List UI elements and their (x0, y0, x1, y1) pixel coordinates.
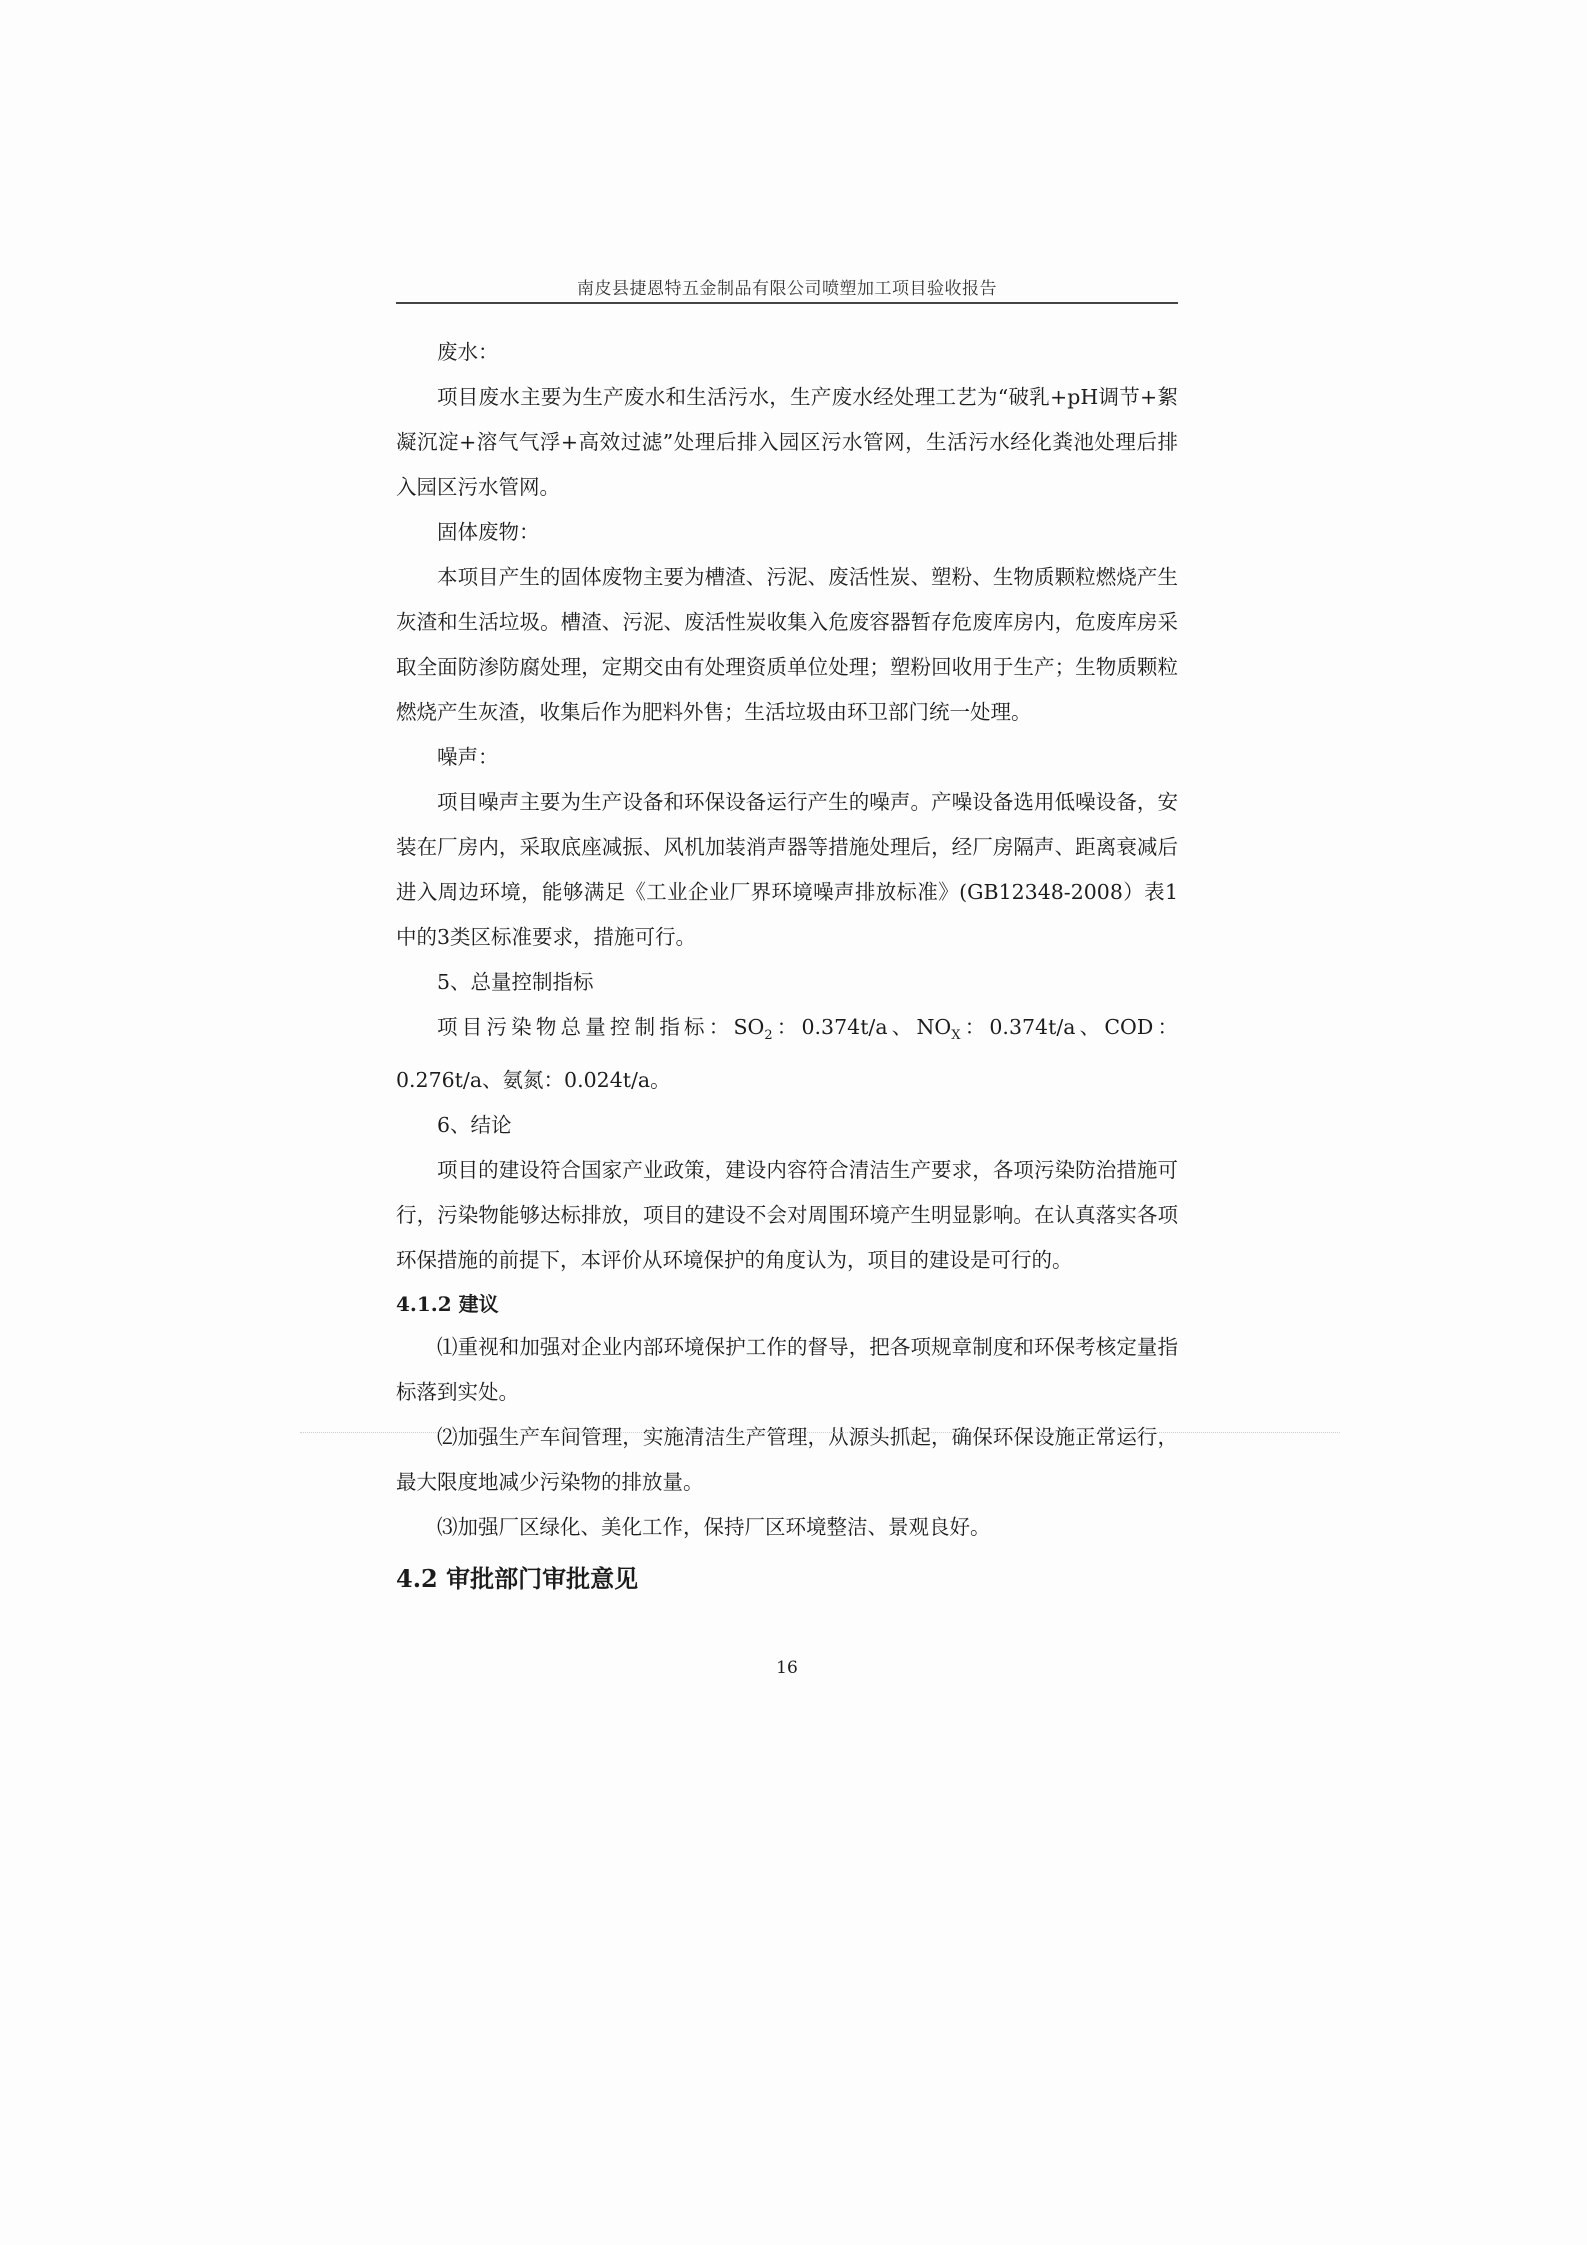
suggestion-item-3: ⑶加强厂区绿化、美化工作，保持厂区环境整洁、景观良好。 (437, 1515, 991, 1540)
so2-subscript: 2 (764, 1028, 773, 1044)
suggestions-heading: 4.1.2 建议 (396, 1292, 499, 1317)
total-control-heading: 5、总量控制指标 (437, 970, 594, 994)
page-body (396, 330, 1178, 1604)
total-text-rest: ：0.374t/a、COD：0.276t/a、氨氮：0.024t/a。 (396, 1015, 1178, 1093)
noise-paragraph: 项目噪声主要为生产设备和环保设备运行产生的噪声。产噪设备选用低噪设备，安装在厂房内，采取底座减振、风机加装消声器等措施处理后，经厂房隔声、距离衰减后进入周边环境，能够满足《工业企业厂界环境噪声排放标准》(GB12348-2008）表1中的3类区标准要求，措施可行。 (396, 790, 1178, 949)
nox-subscript: X (951, 1028, 961, 1044)
header-rule (396, 302, 1178, 304)
solid-waste-label: 固体废物： (437, 520, 540, 544)
wastewater-paragraph: 项目废水主要为生产废水和生活污水，生产废水经处理工艺为“破乳+pH调节+絮凝沉淀+溶气气浮+高效过滤”处理后排入园区污水管网，生活污水经化粪池处理后排入园区污水管网。 (396, 385, 1178, 499)
conclusion-paragraph: 项目的建设符合国家产业政策，建设内容符合清洁生产要求，各项污染防治措施可行，污染物能够达标排放，项目的建设不会对周围环境产生明显影响。在认真落实各项环保措施的前提下，本评价从环境保护的角度认为，项目的建设是可行的。 (396, 1158, 1178, 1273)
approval-heading: 4.2 审批部门审批意见 (396, 1564, 639, 1594)
running-header: 南皮县捷恩特五金制品有限公司喷塑加工项目验收报告 (577, 279, 997, 299)
conclusion-heading: 6、结论 (437, 1113, 512, 1138)
total-text-mid: ：0.374t/a、NO (772, 1015, 952, 1039)
scan-artifact-line (300, 1432, 1340, 1433)
total-text-prefix: 项目污染物总量控制指标：SO (437, 1015, 765, 1039)
wastewater-label: 废水： (437, 340, 499, 364)
total-control-paragraph (396, 1005, 1178, 1103)
suggestion-item-1: ⑴重视和加强对企业内部环境保护工作的督导，把各项规章制度和环保考核定量指标落到实处。 (396, 1335, 1178, 1405)
page-number: 16 (776, 1658, 798, 1678)
suggestion-item-2: ⑵加强生产车间管理，实施清洁生产管理，从源头抓起，确保环保设施正常运行，最大限度地减少污染物的排放量。 (396, 1425, 1178, 1495)
solid-waste-paragraph: 本项目产生的固体废物主要为槽渣、污泥、废活性炭、塑粉、生物质颗粒燃烧产生灰渣和生活垃圾。槽渣、污泥、废活性炭收集入危废容器暂存危废库房内，危废库房采取全面防渗防腐处理，定期交由有处理资质单位处理；塑粉回收用于生产；生物质颗粒燃烧产生灰渣，收集后作为肥料外售；生活垃圾由环卫部门统一处理。 (396, 565, 1178, 724)
noise-label: 噪声： (437, 745, 499, 769)
